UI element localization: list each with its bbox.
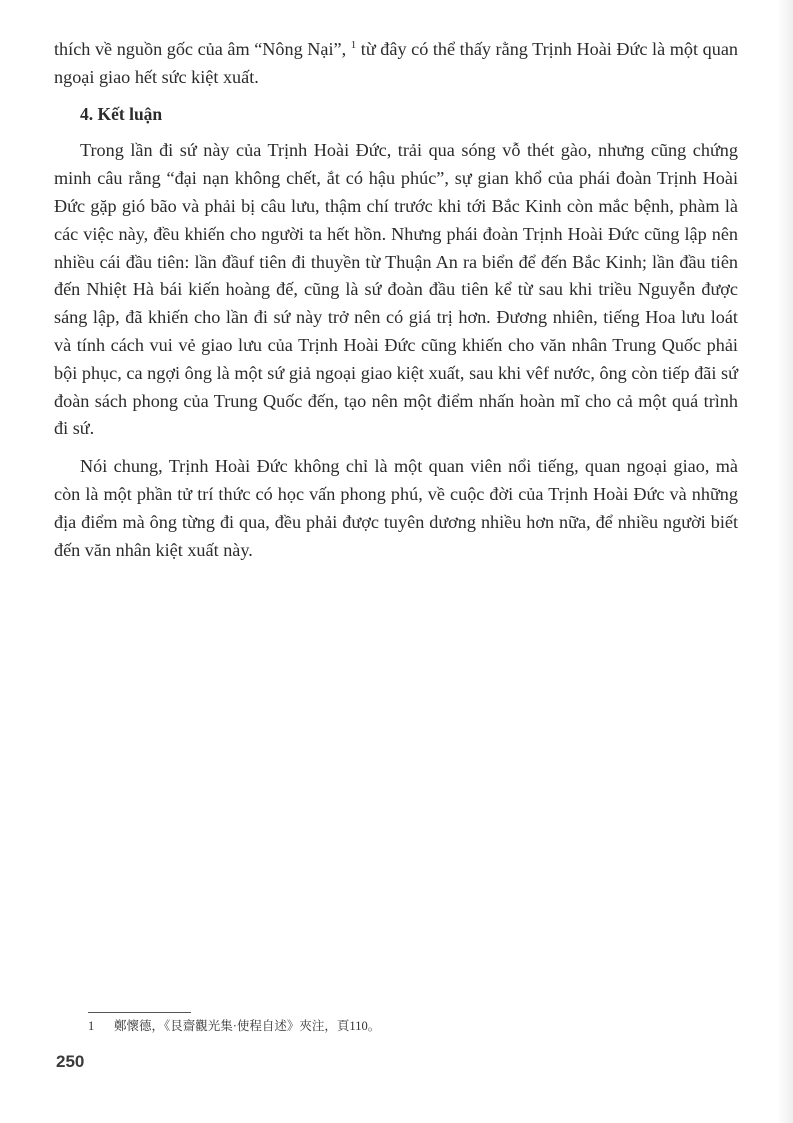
- page-number: 250: [56, 1052, 85, 1071]
- body-text: [54, 36, 738, 564]
- page-edge-shadow: [777, 0, 793, 1123]
- section-heading: 4. Kết luận: [80, 103, 163, 124]
- paragraph-conclusion-1: Trong lần đi sứ này của Trịnh Hoài Đức, trải qua sóng vỗ thét gào, nhưng cũng chứng minh câu rằng “đại nạn không chết, ắt có hậu phúc”, sự gian khổ của phái đoàn Trịnh Hoài Đức gặp gió bão và phải bị câu lưu, thậm chí trước khi tới Bắc Kinh còn mắc bệnh, phàm là các việc này, đều khiến cho người ta hết hồn. Nhưng phái đoàn Trịnh Hoài Đức cũng lập nên nhiều cái đầu tiên: lần đầuf tiên đi thuyền từ Thuận An ra biển để đến Bắc Kinh; lần đầu tiên đến Nhiệt Hà bái kiến hoàng đế, cũng là sứ đoàn đầu tiên kể từ sau khi triều Nguyễn được sáng lập, đã khiến cho lần đi sứ này trở nên có giá trị hơn. Đương nhiên, tiếng Hoa lưu loát và tính cách vui vẻ giao lưu của Trịnh Hoài Đức cũng khiến cho văn nhân Trung Quốc phải bội phục, ca ngợi ông là một sứ giả ngoại giao kiệt xuất, sau khi vêf nước, ông còn tiếp đãi sứ đoàn sách phong của Trung Quốc đến, tạo nên một điểm nhấn hoàn mĩ cho cả một quá trình đi sứ.: [54, 140, 738, 439]
- paragraph-1-main-text: thích về nguồn gốc của âm “Nông Nại”,: [54, 39, 351, 59]
- footnote-number: 1: [88, 1019, 95, 1033]
- footnote: [88, 1018, 380, 1034]
- footnote-text: 鄭懷德，《艮齋觀光集·使程自述》夾注，頁110。: [114, 1019, 381, 1033]
- paragraph-conclusion-2: Nói chung, Trịnh Hoài Đức không chỉ là một quan viên nổi tiếng, quan ngoại giao, mà còn là một phần tử trí thức có học vấn phong phú, về cuộc đời của Trịnh Hoài Đức và những địa điểm mà ông từng đi qua, đều phải được tuyên dương nhiều hơn nữa, để nhiều người biết đến văn nhân kiệt xuất này.: [54, 456, 738, 560]
- paragraph-continued: [54, 36, 738, 92]
- paragraph-1-rest-text: từ đây có thể thấy rằng Trịnh Hoài Đức là một quan ngoại giao hết sức kiệt xuất.: [54, 39, 738, 87]
- footnote-reference: 1: [350, 38, 357, 51]
- footnote-separator: [88, 1012, 191, 1013]
